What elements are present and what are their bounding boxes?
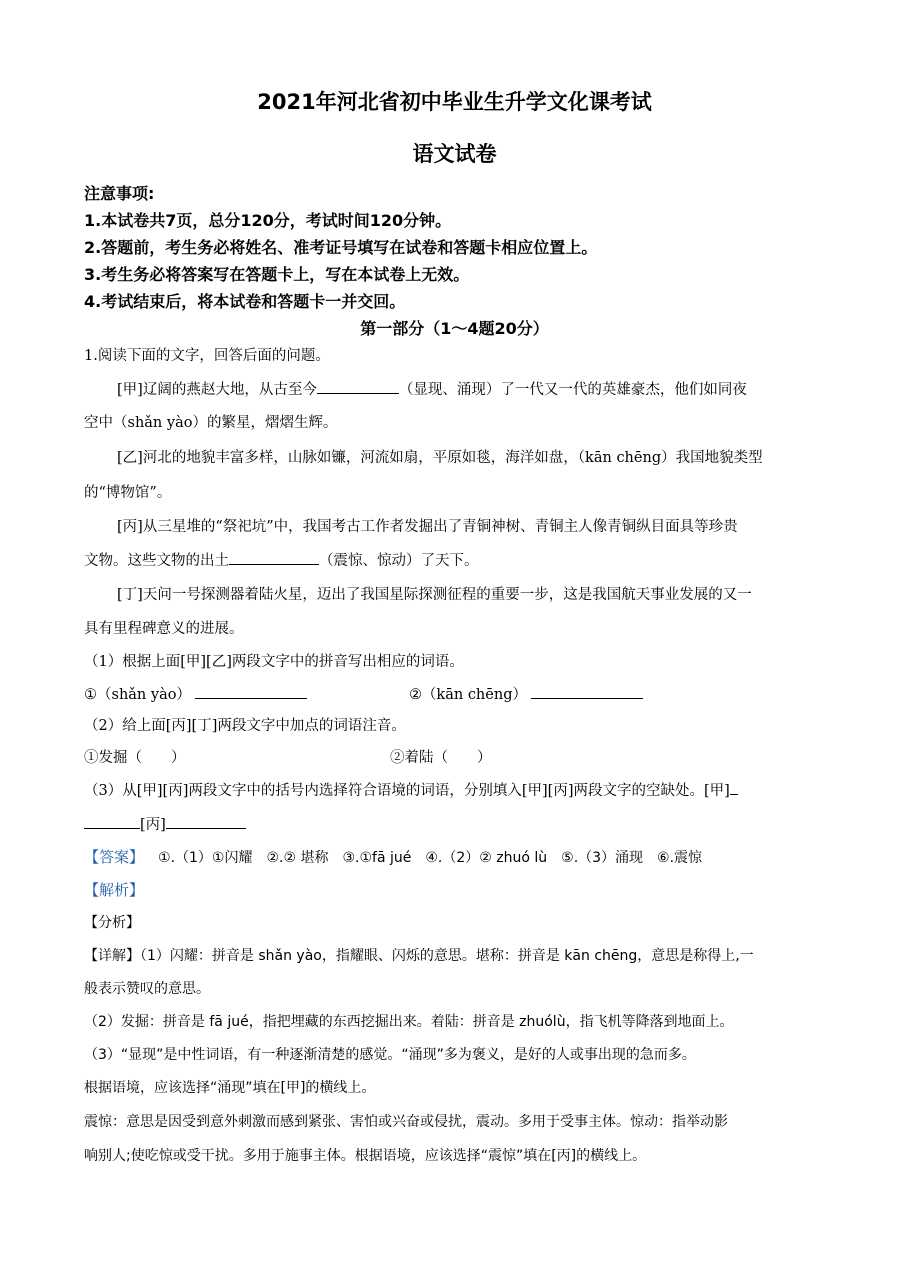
notice-item-2: 2.答题前，考生务必将姓名、准考证号填写在试卷和答题卡相应位置上。 bbox=[84, 238, 598, 257]
answer-row bbox=[84, 846, 829, 867]
subquestion-1-answers bbox=[84, 683, 829, 704]
section-heading: 第一部分（1～4题20分） bbox=[360, 319, 549, 338]
sub3-bing-label: [丙] bbox=[140, 817, 166, 833]
paragraph-jia-line-2: 空中（shǎn yào）的繁星，熠熠生辉。 bbox=[84, 415, 338, 431]
notice-item-3: 3.考生务必将答案写在答题卡上，写在本试卷上无效。 bbox=[84, 265, 470, 284]
jia-text-b: （显现、涌现）了一代又一代的英雄豪杰，他们如同夜 bbox=[398, 382, 747, 398]
notice-item-4: 4.考试结束后，将本试卷和答题卡一并交回。 bbox=[84, 292, 406, 311]
detail-label: 【详解】 bbox=[84, 948, 140, 964]
paragraph-bing-line-2 bbox=[84, 549, 829, 570]
analysis-label-row bbox=[84, 879, 829, 900]
detail-line-2: 般表示赞叹的意思。 bbox=[84, 981, 210, 997]
paragraph-ding-line-2: 具有里程碑意义的进展。 bbox=[84, 621, 244, 637]
bing-blank bbox=[229, 550, 319, 565]
sub3-blank-bing bbox=[166, 814, 246, 829]
sub2-item-b: ②着陆（ ） bbox=[390, 750, 492, 766]
subquestion-2: （2）给上面[丙][丁]两段文字中加点的词语注音。 bbox=[84, 718, 406, 734]
detail-line-7: 响别人;使吃惊或受干扰。多用于施事主体。根据语境，应该选择“震惊”填在[丙]的横线上。 bbox=[84, 1148, 647, 1164]
exam-subtitle: 语文试卷 bbox=[412, 142, 497, 166]
detail-line-6: 震惊：意思是因受到意外刺激而感到紧张、害怕或兴奋或侵扰，震动。多用于受事主体。惊动：指举动影 bbox=[84, 1114, 728, 1130]
subquestion-1: （1）根据上面[甲][乙]两段文字中的拼音写出相应的词语。 bbox=[84, 654, 464, 670]
bing-text-b: （震惊、惊动）了天下。 bbox=[319, 553, 479, 569]
detail-p1a: （1）闪耀：拼音是 shǎn yào，指耀眼、闪烁的意思。堪称：拼音是 kān chēng，意思是称得上,一 bbox=[140, 948, 754, 964]
sub3-text: （3）从[甲][丙]两段文字中的括号内选择符合语境的词语，分别填入[甲][丙]两段文字的空缺处。[甲] bbox=[84, 783, 730, 799]
paragraph-jia-line-1 bbox=[117, 378, 829, 399]
answer-text: ①.（1）①闪耀 ②.② 堪称 ③.①fā jué ④.（2）② zhuó lù ⑤.（3）涌现 ⑥.震惊 bbox=[158, 850, 703, 866]
fenxi-label: 【分析】 bbox=[84, 915, 140, 931]
notice-item-1: 1.本试卷共7页，总分120分，考试时间120分钟。 bbox=[84, 211, 452, 230]
sub2-item-a: ①发掘（ ） bbox=[84, 750, 186, 766]
question-stem: 1.阅读下面的文字，回答后面的问题。 bbox=[84, 348, 330, 364]
paragraph-yi-line-1: [乙]河北的地貌丰富多样，山脉如镰，河流如扇，平原如毯，海洋如盘，（kān chēng）我国地貌类型 bbox=[117, 450, 763, 466]
notice-heading: 注意事项: bbox=[84, 184, 155, 203]
paragraph-bing-line-1: [丙]从三星堆的“祭祀坑”中，我国考古工作者发掘出了青铜神树、青铜主人像青铜纵目面具等珍贵 bbox=[117, 519, 738, 535]
detail-line-1 bbox=[84, 945, 829, 965]
detail-line-4: （3）“显现”是中性词语，有一种逐渐清楚的感觉。“涌现”多为褒义，是好的人或事出现的急而多。 bbox=[84, 1047, 696, 1063]
sub1-blank-a bbox=[195, 684, 307, 699]
sub3-blank-jia-start bbox=[730, 780, 738, 795]
sub3-blank-jia-end bbox=[84, 814, 140, 829]
analysis-label: 【解析】 bbox=[84, 881, 145, 899]
jia-blank bbox=[317, 379, 399, 394]
paragraph-yi-line-2: 的“博物馆”。 bbox=[84, 485, 172, 501]
exam-title: 2021年河北省初中毕业生升学文化课考试 bbox=[257, 90, 652, 114]
subquestion-3-line-1 bbox=[84, 779, 829, 800]
jia-text-a: [甲]辽阔的燕赵大地，从古至今 bbox=[117, 382, 317, 398]
paragraph-ding-line-1: [丁]天问一号探测器着陆火星，迈出了我国星际探测征程的重要一步，这是我国航天事业发展的又一 bbox=[117, 587, 752, 603]
sub1-blank-b bbox=[531, 684, 643, 699]
subquestion-3-line-2 bbox=[84, 813, 829, 834]
sub1-item-a: ①（shǎn yào） bbox=[84, 687, 191, 703]
answer-label: 【答案】 bbox=[84, 848, 145, 866]
subquestion-2-answers bbox=[84, 746, 829, 767]
detail-line-5: 根据语境，应该选择“涌现”填在[甲]的横线上。 bbox=[84, 1080, 376, 1096]
bing-text-a: 文物。这些文物的出土 bbox=[84, 553, 229, 569]
detail-line-3: （2）发掘：拼音是 fā jué，指把埋藏的东西挖掘出来。着陆：拼音是 zhuólù，指飞机等降落到地面上。 bbox=[84, 1014, 734, 1030]
sub1-item-b: ②（kān chēng） bbox=[408, 687, 527, 703]
